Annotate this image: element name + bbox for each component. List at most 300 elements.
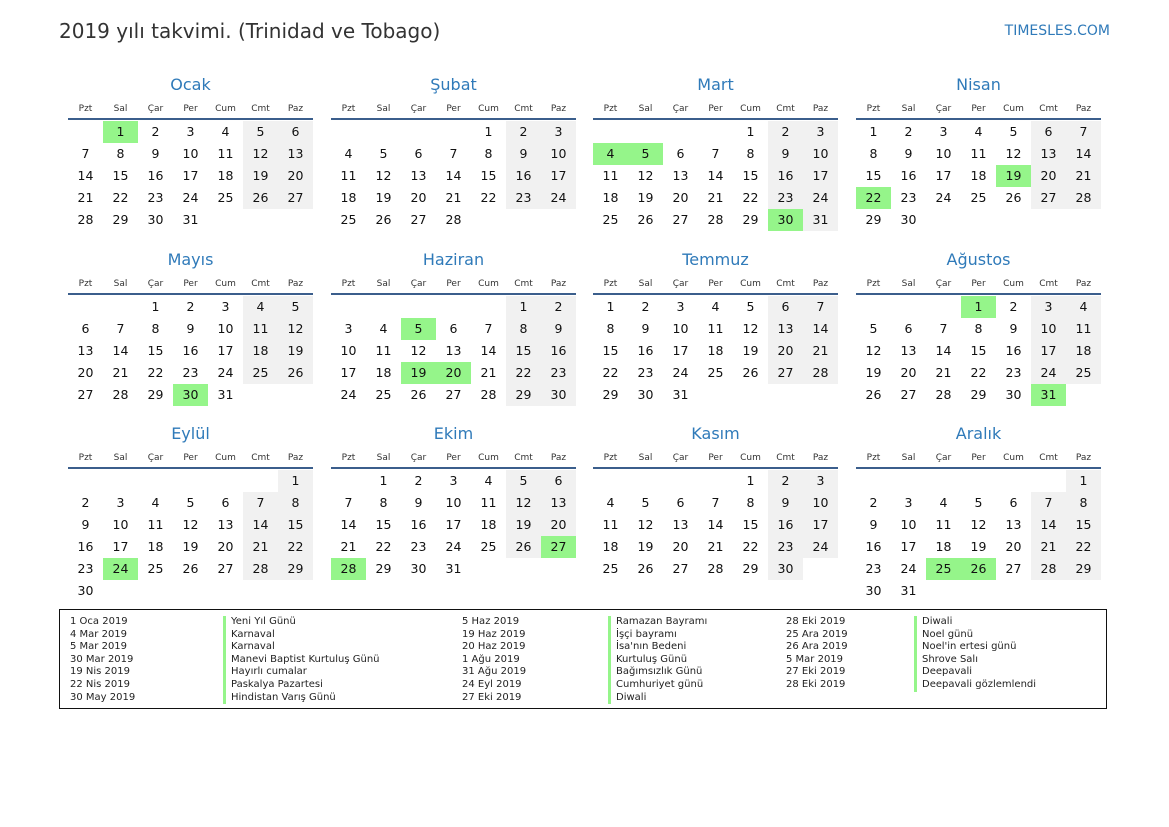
day-cell: 15 [1066, 514, 1101, 536]
day-cell: 11 [480, 495, 497, 510]
day-cell: 28 [707, 212, 724, 227]
weekday-header: Sal [638, 104, 653, 114]
day-cell: 18 [243, 340, 278, 362]
day-cell: 9 [186, 321, 195, 336]
day-cell: 22 [1066, 536, 1101, 558]
month-name: Kasım [691, 424, 740, 443]
day-cell: 31 [900, 583, 917, 598]
weekday-header: Cum [215, 453, 236, 463]
day-cell: 4 [711, 299, 720, 314]
weekday-header: Paz [550, 279, 567, 289]
day-cell: 18 [217, 168, 234, 183]
header-rule [68, 293, 313, 295]
day-cell: 7 [711, 495, 720, 510]
day-cell: 26 [375, 212, 392, 227]
holiday-name: Shrove Salı [914, 654, 1036, 667]
day-cell: 15 [742, 517, 759, 532]
day-cell: 1 [869, 124, 878, 139]
weekday-header: Sal [376, 104, 391, 114]
day-cell: 14 [1031, 514, 1066, 536]
day-cell: 9 [1009, 321, 1018, 336]
day-cell: 29 [506, 384, 541, 406]
day-cell: 12 [375, 168, 392, 183]
holiday-day-cell: 19 [401, 362, 436, 384]
day-cell: 22 [112, 190, 129, 205]
day-cell: 12 [278, 318, 313, 340]
weekday-header: Paz [550, 104, 567, 114]
holiday-date: 27 Eki 2019 [462, 691, 522, 703]
day-cell: 15 [147, 343, 164, 358]
day-cell: 23 [768, 536, 803, 558]
day-cell: 22 [480, 190, 497, 205]
holiday-day-cell: 26 [961, 558, 996, 580]
day-cell: 23 [506, 187, 541, 209]
day-cell: 14 [707, 168, 724, 183]
day-cell: 29 [742, 561, 759, 576]
day-cell: 27 [1005, 561, 1022, 576]
month-name: Haziran [422, 250, 485, 269]
day-cell: 10 [445, 495, 462, 510]
day-cell: 28 [480, 387, 497, 402]
day-cell: 12 [243, 143, 278, 165]
day-cell: 24 [803, 536, 838, 558]
holiday-day-cell: 30 [173, 384, 208, 406]
day-cell: 15 [112, 168, 129, 183]
header-rule [593, 467, 838, 469]
day-cell: 18 [935, 539, 952, 554]
holiday-day-cell: 24 [103, 558, 138, 580]
day-cell: 4 [1066, 296, 1101, 318]
day-cell: 30 [900, 212, 917, 227]
weekday-header: Paz [550, 453, 567, 463]
day-cell: 7 [243, 492, 278, 514]
day-cell: 28 [935, 387, 952, 402]
day-cell: 30 [768, 558, 803, 580]
day-cell: 15 [602, 343, 619, 358]
day-cell: 13 [672, 168, 689, 183]
day-cell: 24 [340, 387, 357, 402]
day-cell: 22 [742, 190, 759, 205]
day-cell: 8 [116, 146, 125, 161]
day-cell: 2 [1009, 299, 1018, 314]
day-cell: 27 [1031, 187, 1066, 209]
holiday-date: 19 Nis 2019 [70, 666, 130, 678]
day-cell: 7 [449, 146, 458, 161]
weekday-header: Paz [1075, 453, 1092, 463]
weekday-header: Sal [901, 104, 916, 114]
holiday-name: Cumhuriyet günü [608, 679, 707, 692]
day-cell: 19 [637, 190, 654, 205]
day-cell: 8 [379, 495, 388, 510]
day-cell: 26 [278, 362, 313, 384]
day-cell: 3 [344, 321, 353, 336]
day-cell: 14 [1066, 143, 1101, 165]
day-cell: 31 [217, 387, 234, 402]
day-cell: 23 [768, 187, 803, 209]
holiday-date: 28 Eki 2019 [786, 678, 846, 690]
day-cell: 9 [506, 143, 541, 165]
holiday-date: 19 Haz 2019 [462, 628, 526, 640]
day-cell: 6 [449, 321, 458, 336]
weekday-header: Pzt [603, 104, 618, 114]
day-cell: 3 [116, 495, 125, 510]
day-cell: 22 [147, 365, 164, 380]
day-cell: 5 [974, 495, 983, 510]
day-cell: 9 [641, 321, 650, 336]
holiday-day-cell: 1 [103, 121, 138, 143]
day-cell: 31 [182, 212, 199, 227]
day-cell: 20 [410, 190, 427, 205]
day-cell: 13 [445, 343, 462, 358]
day-cell: 24 [217, 365, 234, 380]
holiday-name: Deepavali gözlemlendi [914, 679, 1036, 692]
weekday-header: Per [708, 453, 723, 463]
day-cell: 23 [865, 561, 882, 576]
weekday-header: Çar [147, 453, 164, 463]
weekday-header: Sal [901, 279, 916, 289]
day-cell: 30 [1005, 387, 1022, 402]
day-cell: 27 [445, 387, 462, 402]
legend-date-column [462, 616, 526, 704]
day-cell: 26 [182, 561, 199, 576]
header-rule [593, 293, 838, 295]
day-cell: 1 [379, 473, 388, 488]
day-cell: 9 [768, 143, 803, 165]
day-cell: 31 [445, 561, 462, 576]
holiday-name: Yeni Yıl Günü [223, 616, 380, 629]
day-cell: 23 [900, 190, 917, 205]
day-cell: 11 [707, 321, 724, 336]
weekday-header: Per [971, 453, 986, 463]
weekday-header: Paz [1075, 104, 1092, 114]
day-cell: 18 [602, 190, 619, 205]
day-cell: 3 [803, 470, 838, 492]
day-cell: 10 [541, 143, 576, 165]
day-cell: 29 [147, 387, 164, 402]
day-cell: 24 [541, 187, 576, 209]
weekday-header: Pzt [78, 453, 93, 463]
day-cell: 4 [379, 321, 388, 336]
day-cell: 29 [742, 212, 759, 227]
day-cell: 10 [803, 492, 838, 514]
weekday-header: Sal [113, 453, 128, 463]
month-name: Ocak [170, 75, 211, 94]
weekday-header: Per [446, 104, 461, 114]
day-cell: 5 [186, 495, 195, 510]
day-cell: 4 [221, 124, 230, 139]
day-cell: 12 [506, 492, 541, 514]
day-cell: 26 [865, 387, 882, 402]
day-cell: 5 [243, 121, 278, 143]
month-calendar [856, 424, 1101, 598]
month-name: Şubat [430, 75, 477, 94]
weekday-header: Çar [672, 279, 689, 289]
day-cell: 7 [116, 321, 125, 336]
day-cell: 17 [182, 168, 199, 183]
day-cell: 6 [676, 495, 685, 510]
holiday-day-cell: 28 [331, 558, 366, 580]
month-calendar [331, 75, 576, 245]
day-cell: 7 [344, 495, 353, 510]
day-cell: 13 [1031, 143, 1066, 165]
day-cell: 8 [746, 146, 755, 161]
day-cell: 19 [742, 343, 759, 358]
day-cell: 1 [484, 124, 493, 139]
day-cell: 6 [414, 146, 423, 161]
header-rule [331, 118, 576, 120]
day-cell: 17 [803, 514, 838, 536]
holiday-day-cell: 5 [401, 318, 436, 340]
day-cell: 2 [186, 299, 195, 314]
weekday-header: Çar [147, 279, 164, 289]
day-cell: 29 [375, 561, 392, 576]
weekday-header: Per [183, 104, 198, 114]
day-cell: 7 [1066, 121, 1101, 143]
holiday-name: Diwali [608, 692, 707, 705]
day-cell: 2 [641, 299, 650, 314]
day-cell: 23 [541, 362, 576, 384]
holiday-date: 22 Nis 2019 [70, 678, 130, 690]
weekday-header: Cmt [1039, 104, 1058, 114]
day-cell: 23 [410, 539, 427, 554]
weekday-header: Pzt [341, 453, 356, 463]
day-cell: 3 [803, 121, 838, 143]
day-cell: 6 [541, 470, 576, 492]
day-cell: 25 [147, 561, 164, 576]
day-cell: 2 [506, 121, 541, 143]
day-cell: 21 [445, 190, 462, 205]
month-name: Mayıs [167, 250, 214, 269]
day-cell: 7 [711, 146, 720, 161]
day-cell: 25 [1066, 362, 1101, 384]
day-cell: 7 [484, 321, 493, 336]
day-cell: 18 [1066, 340, 1101, 362]
weekday-header: Cmt [1039, 279, 1058, 289]
day-cell: 10 [217, 321, 234, 336]
holiday-name: Karnaval [223, 629, 380, 642]
day-cell: 11 [602, 168, 619, 183]
day-cell: 28 [445, 212, 462, 227]
day-cell: 15 [480, 168, 497, 183]
day-cell: 21 [707, 539, 724, 554]
day-cell: 25 [375, 387, 392, 402]
month-calendar [593, 424, 838, 594]
day-cell: 6 [904, 321, 913, 336]
header-rule [856, 467, 1101, 469]
legend-date-column [70, 616, 135, 704]
day-cell: 13 [410, 168, 427, 183]
day-cell: 12 [742, 321, 759, 336]
holiday-date: 4 Mar 2019 [70, 628, 128, 640]
weekday-header: Per [971, 104, 986, 114]
holiday-name: İşçi bayramı [608, 629, 707, 642]
holiday-name: Deepavali [914, 666, 1036, 679]
weekday-header: Cmt [776, 453, 795, 463]
day-cell: 10 [1031, 318, 1066, 340]
weekday-header: Cmt [776, 279, 795, 289]
day-cell: 5 [379, 146, 388, 161]
day-cell: 1 [506, 296, 541, 318]
day-cell: 4 [151, 495, 160, 510]
day-cell: 28 [1066, 187, 1101, 209]
holiday-date: 30 Mar 2019 [70, 653, 134, 665]
weekday-header: Pzt [603, 453, 618, 463]
day-cell: 14 [77, 168, 94, 183]
day-cell: 10 [182, 146, 199, 161]
holiday-date: 5 Mar 2019 [70, 641, 128, 653]
month-calendar [68, 75, 313, 245]
month-calendar [593, 250, 838, 420]
header-rule [593, 118, 838, 120]
holiday-day-cell: 19 [996, 165, 1031, 187]
day-cell: 30 [865, 583, 882, 598]
month-name: Nisan [956, 75, 1001, 94]
day-cell: 13 [278, 143, 313, 165]
holiday-date: 1 Ağu 2019 [462, 653, 520, 665]
day-cell: 28 [112, 387, 129, 402]
day-cell: 4 [484, 473, 493, 488]
day-cell: 29 [865, 212, 882, 227]
month-calendar [331, 250, 576, 420]
weekday-header: Paz [1075, 279, 1092, 289]
day-cell: 13 [768, 318, 803, 340]
day-cell: 6 [1009, 495, 1018, 510]
holiday-date: 28 Eki 2019 [786, 616, 846, 627]
day-cell: 5 [506, 470, 541, 492]
day-cell: 29 [278, 558, 313, 580]
holiday-day-cell: 5 [628, 143, 663, 165]
day-cell: 24 [445, 539, 462, 554]
day-cell: 20 [900, 365, 917, 380]
weekday-header: Çar [410, 104, 427, 114]
day-cell: 21 [1066, 165, 1101, 187]
day-cell: 21 [243, 536, 278, 558]
holiday-day-cell: 31 [1031, 384, 1066, 406]
weekday-header: Cmt [776, 104, 795, 114]
header-rule [68, 118, 313, 120]
weekday-header: Paz [287, 279, 304, 289]
holiday-name: Hindistan Varış Günü [223, 692, 380, 705]
day-cell: 26 [506, 536, 541, 558]
day-cell: 27 [900, 387, 917, 402]
weekday-header: Cum [740, 453, 761, 463]
weekday-header: Cum [1003, 104, 1024, 114]
day-cell: 17 [541, 165, 576, 187]
weekday-header: Sal [376, 279, 391, 289]
day-cell: 25 [602, 212, 619, 227]
day-cell: 26 [243, 187, 278, 209]
day-cell: 22 [602, 365, 619, 380]
day-cell: 15 [970, 343, 987, 358]
day-cell: 26 [637, 561, 654, 576]
day-cell: 6 [768, 296, 803, 318]
weekday-header: Per [708, 279, 723, 289]
day-cell: 2 [869, 495, 878, 510]
day-cell: 3 [904, 495, 913, 510]
day-cell: 29 [1066, 558, 1101, 580]
day-cell: 16 [865, 539, 882, 554]
day-cell: 12 [970, 517, 987, 532]
weekday-header: Paz [287, 453, 304, 463]
weekday-header: Cum [740, 279, 761, 289]
weekday-header: Sal [638, 279, 653, 289]
day-cell: 16 [147, 168, 164, 183]
weekday-header: Pzt [78, 104, 93, 114]
day-cell: 9 [81, 517, 90, 532]
weekday-header: Per [446, 279, 461, 289]
day-cell: 22 [970, 365, 987, 380]
day-cell: 6 [1031, 121, 1066, 143]
day-cell: 25 [480, 539, 497, 554]
day-cell: 1 [151, 299, 160, 314]
day-cell: 3 [1031, 296, 1066, 318]
day-cell: 28 [707, 561, 724, 576]
day-cell: 23 [1005, 365, 1022, 380]
day-cell: 27 [672, 561, 689, 576]
day-cell: 30 [541, 384, 576, 406]
day-cell: 27 [77, 387, 94, 402]
day-cell: 14 [935, 343, 952, 358]
site-link[interactable]: TIMESLES.COM [1004, 23, 1110, 39]
day-cell: 21 [112, 365, 129, 380]
day-cell: 19 [375, 190, 392, 205]
day-cell: 10 [935, 146, 952, 161]
weekday-header: Çar [147, 104, 164, 114]
day-cell: 10 [112, 517, 129, 532]
month-name: Temmuz [682, 250, 749, 269]
day-cell: 9 [541, 318, 576, 340]
day-cell: 19 [970, 539, 987, 554]
day-cell: 8 [606, 321, 615, 336]
header-rule [331, 293, 576, 295]
day-cell: 15 [742, 168, 759, 183]
day-cell: 16 [77, 539, 94, 554]
day-cell: 4 [344, 146, 353, 161]
day-cell: 16 [410, 517, 427, 532]
day-cell: 10 [900, 517, 917, 532]
day-cell: 2 [414, 473, 423, 488]
month-calendar [593, 75, 838, 245]
day-cell: 17 [340, 365, 357, 380]
weekday-header: Pzt [603, 279, 618, 289]
day-cell: 19 [182, 539, 199, 554]
holiday-name: Diwali [914, 616, 1036, 629]
weekday-header: Cum [215, 104, 236, 114]
month-name: Eylül [171, 424, 210, 443]
day-cell: 25 [602, 561, 619, 576]
day-cell: 4 [939, 495, 948, 510]
weekday-header: Per [446, 453, 461, 463]
weekday-header: Cum [1003, 453, 1024, 463]
day-cell: 19 [865, 365, 882, 380]
day-cell: 12 [410, 343, 427, 358]
day-cell: 16 [637, 343, 654, 358]
month-name: Mart [697, 75, 734, 94]
day-cell: 30 [77, 583, 94, 598]
holiday-day-cell: 4 [593, 143, 628, 165]
day-cell: 11 [970, 146, 987, 161]
holiday-name: İsa'nın Bedeni [608, 641, 707, 654]
day-cell: 17 [445, 517, 462, 532]
day-cell: 18 [707, 343, 724, 358]
day-cell: 2 [81, 495, 90, 510]
day-cell: 21 [1031, 536, 1066, 558]
month-calendar [856, 250, 1101, 420]
day-cell: 9 [768, 492, 803, 514]
day-cell: 7 [939, 321, 948, 336]
weekday-header: Paz [812, 104, 829, 114]
day-cell: 19 [506, 514, 541, 536]
